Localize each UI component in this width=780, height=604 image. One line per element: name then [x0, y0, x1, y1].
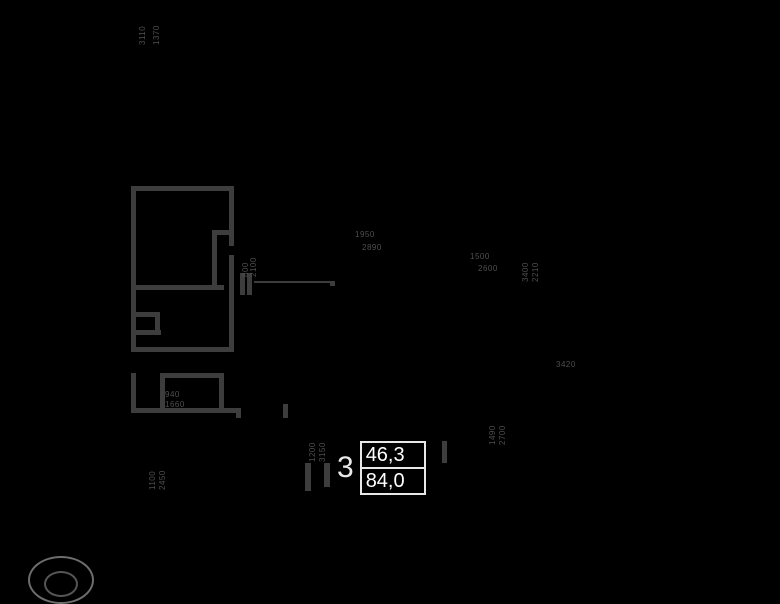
dimension-label: 1950 [355, 230, 375, 239]
wall-segment [136, 285, 224, 290]
wall-segment [131, 373, 136, 413]
wall-segment [229, 186, 234, 246]
dimension-label: 2450 [158, 470, 167, 490]
compass-inner-icon [44, 571, 78, 597]
dimension-label: 3420 [556, 360, 576, 369]
dimension-label: 3150 [318, 442, 327, 462]
wall-segment [160, 373, 224, 378]
dimension-label: 3110 [138, 25, 147, 45]
dimension-label: 1490 [488, 425, 497, 445]
wall-segment [219, 373, 224, 409]
dimension-label: 1500 [470, 252, 490, 261]
area-label [337, 444, 426, 492]
dimension-label: 2210 [531, 262, 540, 282]
wall-segment [330, 281, 335, 286]
wall-segment [131, 186, 136, 352]
dimension-label: 2600 [478, 264, 498, 273]
wall-segment [236, 408, 241, 418]
wall-segment [131, 186, 234, 191]
dimension-label: 2100 [249, 257, 258, 277]
area-living: 46,3 [362, 443, 424, 469]
wall-segment [131, 347, 234, 352]
dimension-label: 3400 [521, 262, 530, 282]
wall-segment [212, 230, 217, 285]
wall-segment [283, 404, 288, 418]
dimension-label: 800 [241, 262, 250, 277]
dimension-label: 2700 [498, 425, 507, 445]
wall-segment [305, 463, 311, 491]
dimension-label: 1200 [308, 442, 317, 462]
dimension-label: 940 [165, 390, 180, 399]
area-total: 84,0 [365, 470, 405, 492]
dimension-label: 1370 [152, 25, 161, 45]
area-box [360, 441, 426, 495]
dimension-label: 1100 [148, 470, 157, 490]
wall-segment [324, 463, 330, 487]
wall-segment [229, 255, 234, 352]
dimension-label: 2890 [362, 243, 382, 252]
dimension-label: 1660 [165, 400, 185, 409]
wall-segment [131, 330, 161, 335]
wall-segment [254, 281, 334, 283]
room-count: 3 [337, 451, 354, 484]
wall-segment [442, 441, 447, 463]
